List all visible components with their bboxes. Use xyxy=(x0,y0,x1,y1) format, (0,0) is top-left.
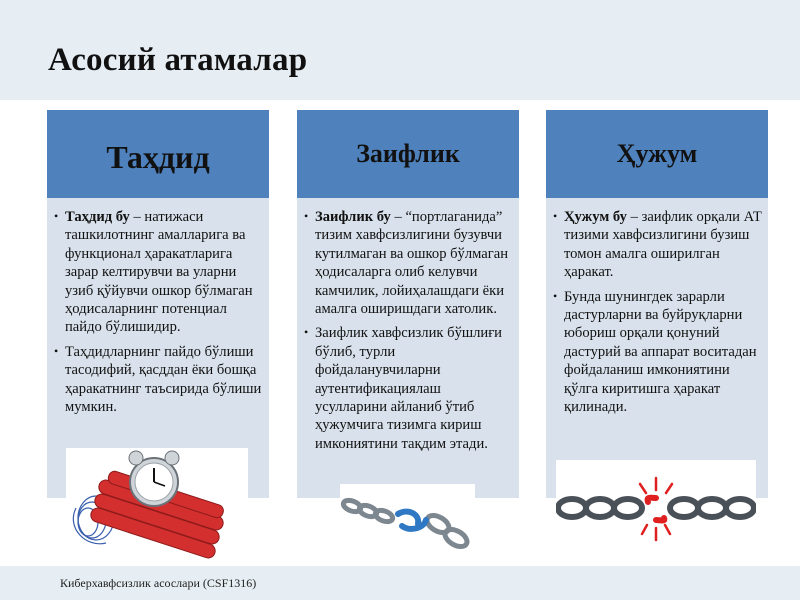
bullet-list xyxy=(47,198,269,416)
definition-text: Таҳдидларнинг пайдо бўлиши тасодифий, қасддан ёки бошқа ҳаракатнинг таъсирида бўлиши мумкин. xyxy=(65,343,262,416)
definition-text: Заифлик хавфсизлик бўшлиғи бўлиб, турли фойдаланувчиларни аутентификациялаш усулларини айланиб ўтиб ҳужумчига тизимга кириш имкониятини тақдим этади. xyxy=(315,325,502,452)
column-header xyxy=(297,110,519,198)
dynamite-clock-icon xyxy=(66,448,248,560)
term-label: Ҳужум бу xyxy=(564,209,627,225)
broken-chain-icon xyxy=(340,484,475,554)
definition-text: – “портлаганида” тизим хавфсизлигини бузувчи кутилмаган ва ошкор бўлмаган ҳодисаларга олиб келувчи камчилик, лойиҳалашдаги ёки амалга оширишдаги хатолик. xyxy=(315,209,509,318)
bullet-item xyxy=(57,343,263,417)
definition-text: – натижаси тaшкилотнинг амалларига ва функционал ҳаракатларига зарар келтирувчи ва уларни узиб қўйувчи ошкор бўлмаган ҳодисаларнинг потенциал пайдо бўлишидир. xyxy=(65,209,253,336)
bullet-list xyxy=(297,198,519,453)
bullet-item xyxy=(556,208,762,282)
column-header xyxy=(47,110,269,198)
chain-red-break-icon xyxy=(556,460,756,560)
definition-text: – заифлик орқали АТ тизими хавфсизлигини бузиш томон амалга оширилган ҳаракат. xyxy=(564,209,762,281)
column-attack xyxy=(546,110,768,498)
slide-title: Асосий атамалар xyxy=(48,42,308,78)
column-title: Таҳдид xyxy=(106,138,210,175)
column-header xyxy=(546,110,768,198)
bullet-item xyxy=(307,208,513,318)
term-label: Таҳдид бу xyxy=(65,209,130,225)
column-title: Заифлик xyxy=(356,139,460,168)
definition-text: Бунда шунингдек зарарли дастурларни ва буйруқларни юбориш орқали қонуний дастурий ва аппарат воситадан фойдаланиш имкониятини қўлга киритишга ҳаракат қилинади. xyxy=(564,288,757,416)
footer-text: Киберхавфсизлик асослари (CSF1316) xyxy=(60,576,257,590)
column-vulnerability xyxy=(297,110,519,498)
bullet-item xyxy=(307,324,513,453)
bullet-item xyxy=(556,288,762,417)
column-threat xyxy=(47,110,269,498)
bullet-item xyxy=(57,208,263,337)
term-label: Заифлик бу xyxy=(315,209,391,225)
column-title: Ҳужум xyxy=(616,139,698,168)
bullet-list xyxy=(546,198,768,416)
